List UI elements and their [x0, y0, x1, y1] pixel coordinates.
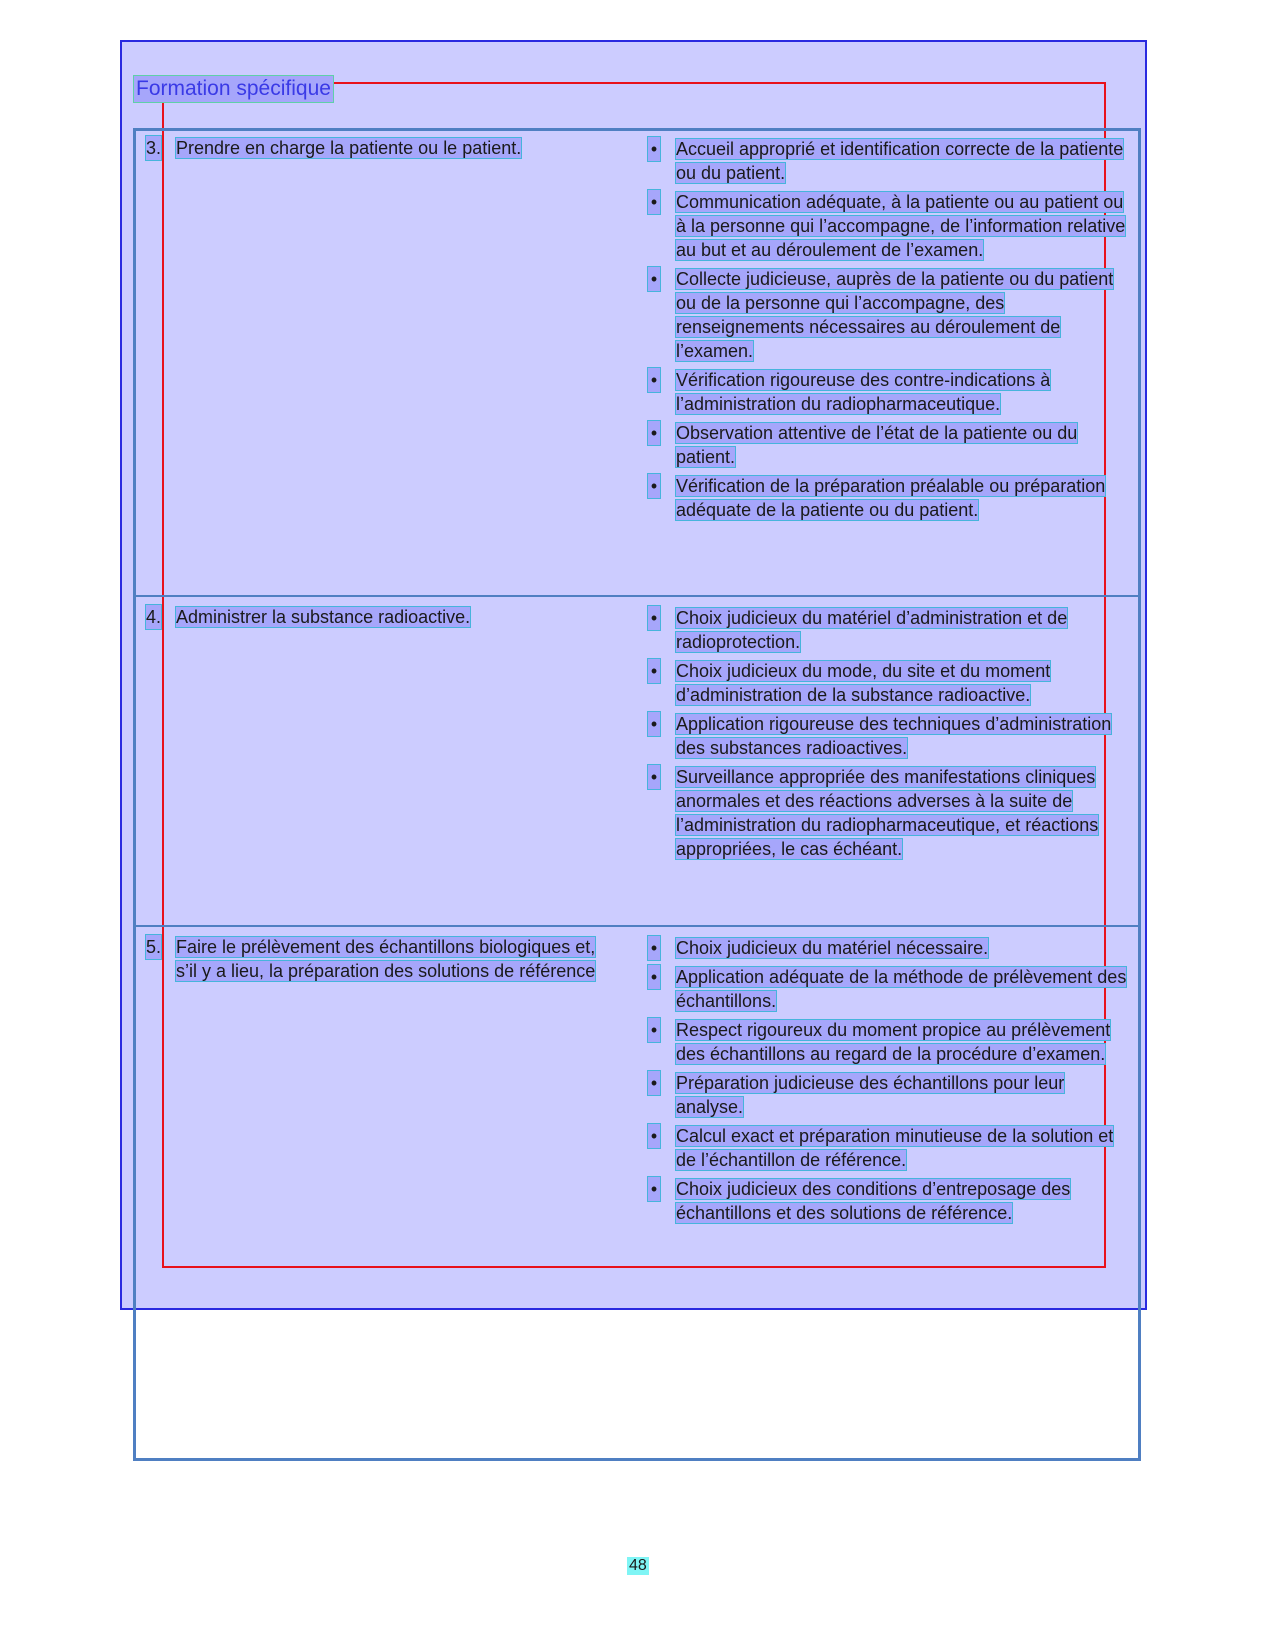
section-title: Formation spécifique: [136, 77, 331, 100]
list-item: • Choix judicieux du matériel nécessaire.: [648, 936, 1128, 960]
bullet-icon: •: [648, 190, 660, 214]
table-row: [136, 597, 1138, 927]
table-row: [136, 131, 1138, 597]
list-item: • Calcul exact et préparation minutieuse de la solution et de l’échantillon de référence.: [648, 1124, 1128, 1172]
list-item: • Application adéquate de la méthode de prélèvement des échantillons.: [648, 965, 1128, 1013]
competence-text: Faire le prélèvement des échantillons biologiques et, s’il y a lieu, la préparation des solutions de référence: [176, 937, 596, 981]
bullet-icon: •: [648, 1071, 660, 1095]
list-item: • Préparation judicieuse des échantillons pour leur analyse.: [648, 1071, 1128, 1119]
list-item: • Observation attentive de l’état de la patiente ou du patient.: [648, 421, 1128, 469]
competency-table: [133, 128, 1141, 1461]
list-item: • Vérification rigoureuse des contre-indications à l’administration du radiopharmaceutique.: [648, 368, 1128, 416]
bullet-icon: •: [648, 1124, 660, 1148]
list-item: • Accueil approprié et identification correcte de la patiente ou du patient.: [648, 137, 1128, 185]
bullet-icon: •: [648, 137, 660, 161]
bullet-icon: •: [648, 474, 660, 498]
list-item: • Communication adéquate, à la patiente ou au patient ou à la personne qui l’accompagne, de l’information relative au but et au déroulement de l’examen.: [648, 190, 1128, 262]
bullet-icon: •: [648, 1018, 660, 1042]
list-item: • Choix judicieux des conditions d’entreposage des échantillons et des solutions de référence.: [648, 1177, 1128, 1225]
bullet-icon: •: [648, 659, 660, 683]
list-item: • Choix judicieux du matériel d’administration et de radioprotection.: [648, 606, 1128, 654]
competence-number: 4.: [146, 607, 162, 627]
bullet-icon: •: [648, 368, 660, 392]
bullet-icon: •: [648, 1177, 660, 1201]
page-number: 48: [629, 1557, 647, 1574]
list-item: • Choix judicieux du mode, du site et du moment d’administration de la substance radioactive.: [648, 659, 1128, 707]
competence-number: 5.: [146, 937, 162, 957]
bullet-icon: •: [648, 712, 660, 736]
bullet-icon: •: [648, 936, 660, 960]
competence-text: Prendre en charge la patiente ou le patient.: [176, 138, 522, 158]
list-item: • Collecte judicieuse, auprès de la patiente ou du patient ou de la personne qui l’accompagne, des renseignements nécessaires au déroulement de l’examen.: [648, 267, 1128, 363]
bullet-icon: •: [648, 267, 660, 291]
competence-text: Administrer la substance radioactive.: [176, 607, 471, 627]
table-row: [136, 927, 1138, 1458]
bullet-icon: •: [648, 421, 660, 445]
competence-cell: [146, 935, 606, 983]
bullet-icon: •: [648, 606, 660, 630]
competence-cell: [146, 136, 606, 160]
criteria-list: [648, 936, 1128, 1230]
criteria-list: [648, 137, 1128, 527]
criteria-list: [648, 606, 1128, 866]
list-item: • Surveillance appropriée des manifestations cliniques anormales et des réactions adverses à la suite de l’administration du radiopharmaceutique, et réactions appropriées, le cas échéant.: [648, 765, 1128, 861]
bullet-icon: •: [648, 965, 660, 989]
list-item: • Application rigoureuse des techniques d’administration des substances radioactives.: [648, 712, 1128, 760]
bullet-icon: •: [648, 765, 660, 789]
list-item: • Respect rigoureux du moment propice au prélèvement des échantillons au regard de la procédure d’examen.: [648, 1018, 1128, 1066]
competence-cell: [146, 605, 606, 629]
competence-number: 3.: [146, 138, 162, 158]
list-item: • Vérification de la préparation préalable ou préparation adéquate de la patiente ou du patient.: [648, 474, 1128, 522]
